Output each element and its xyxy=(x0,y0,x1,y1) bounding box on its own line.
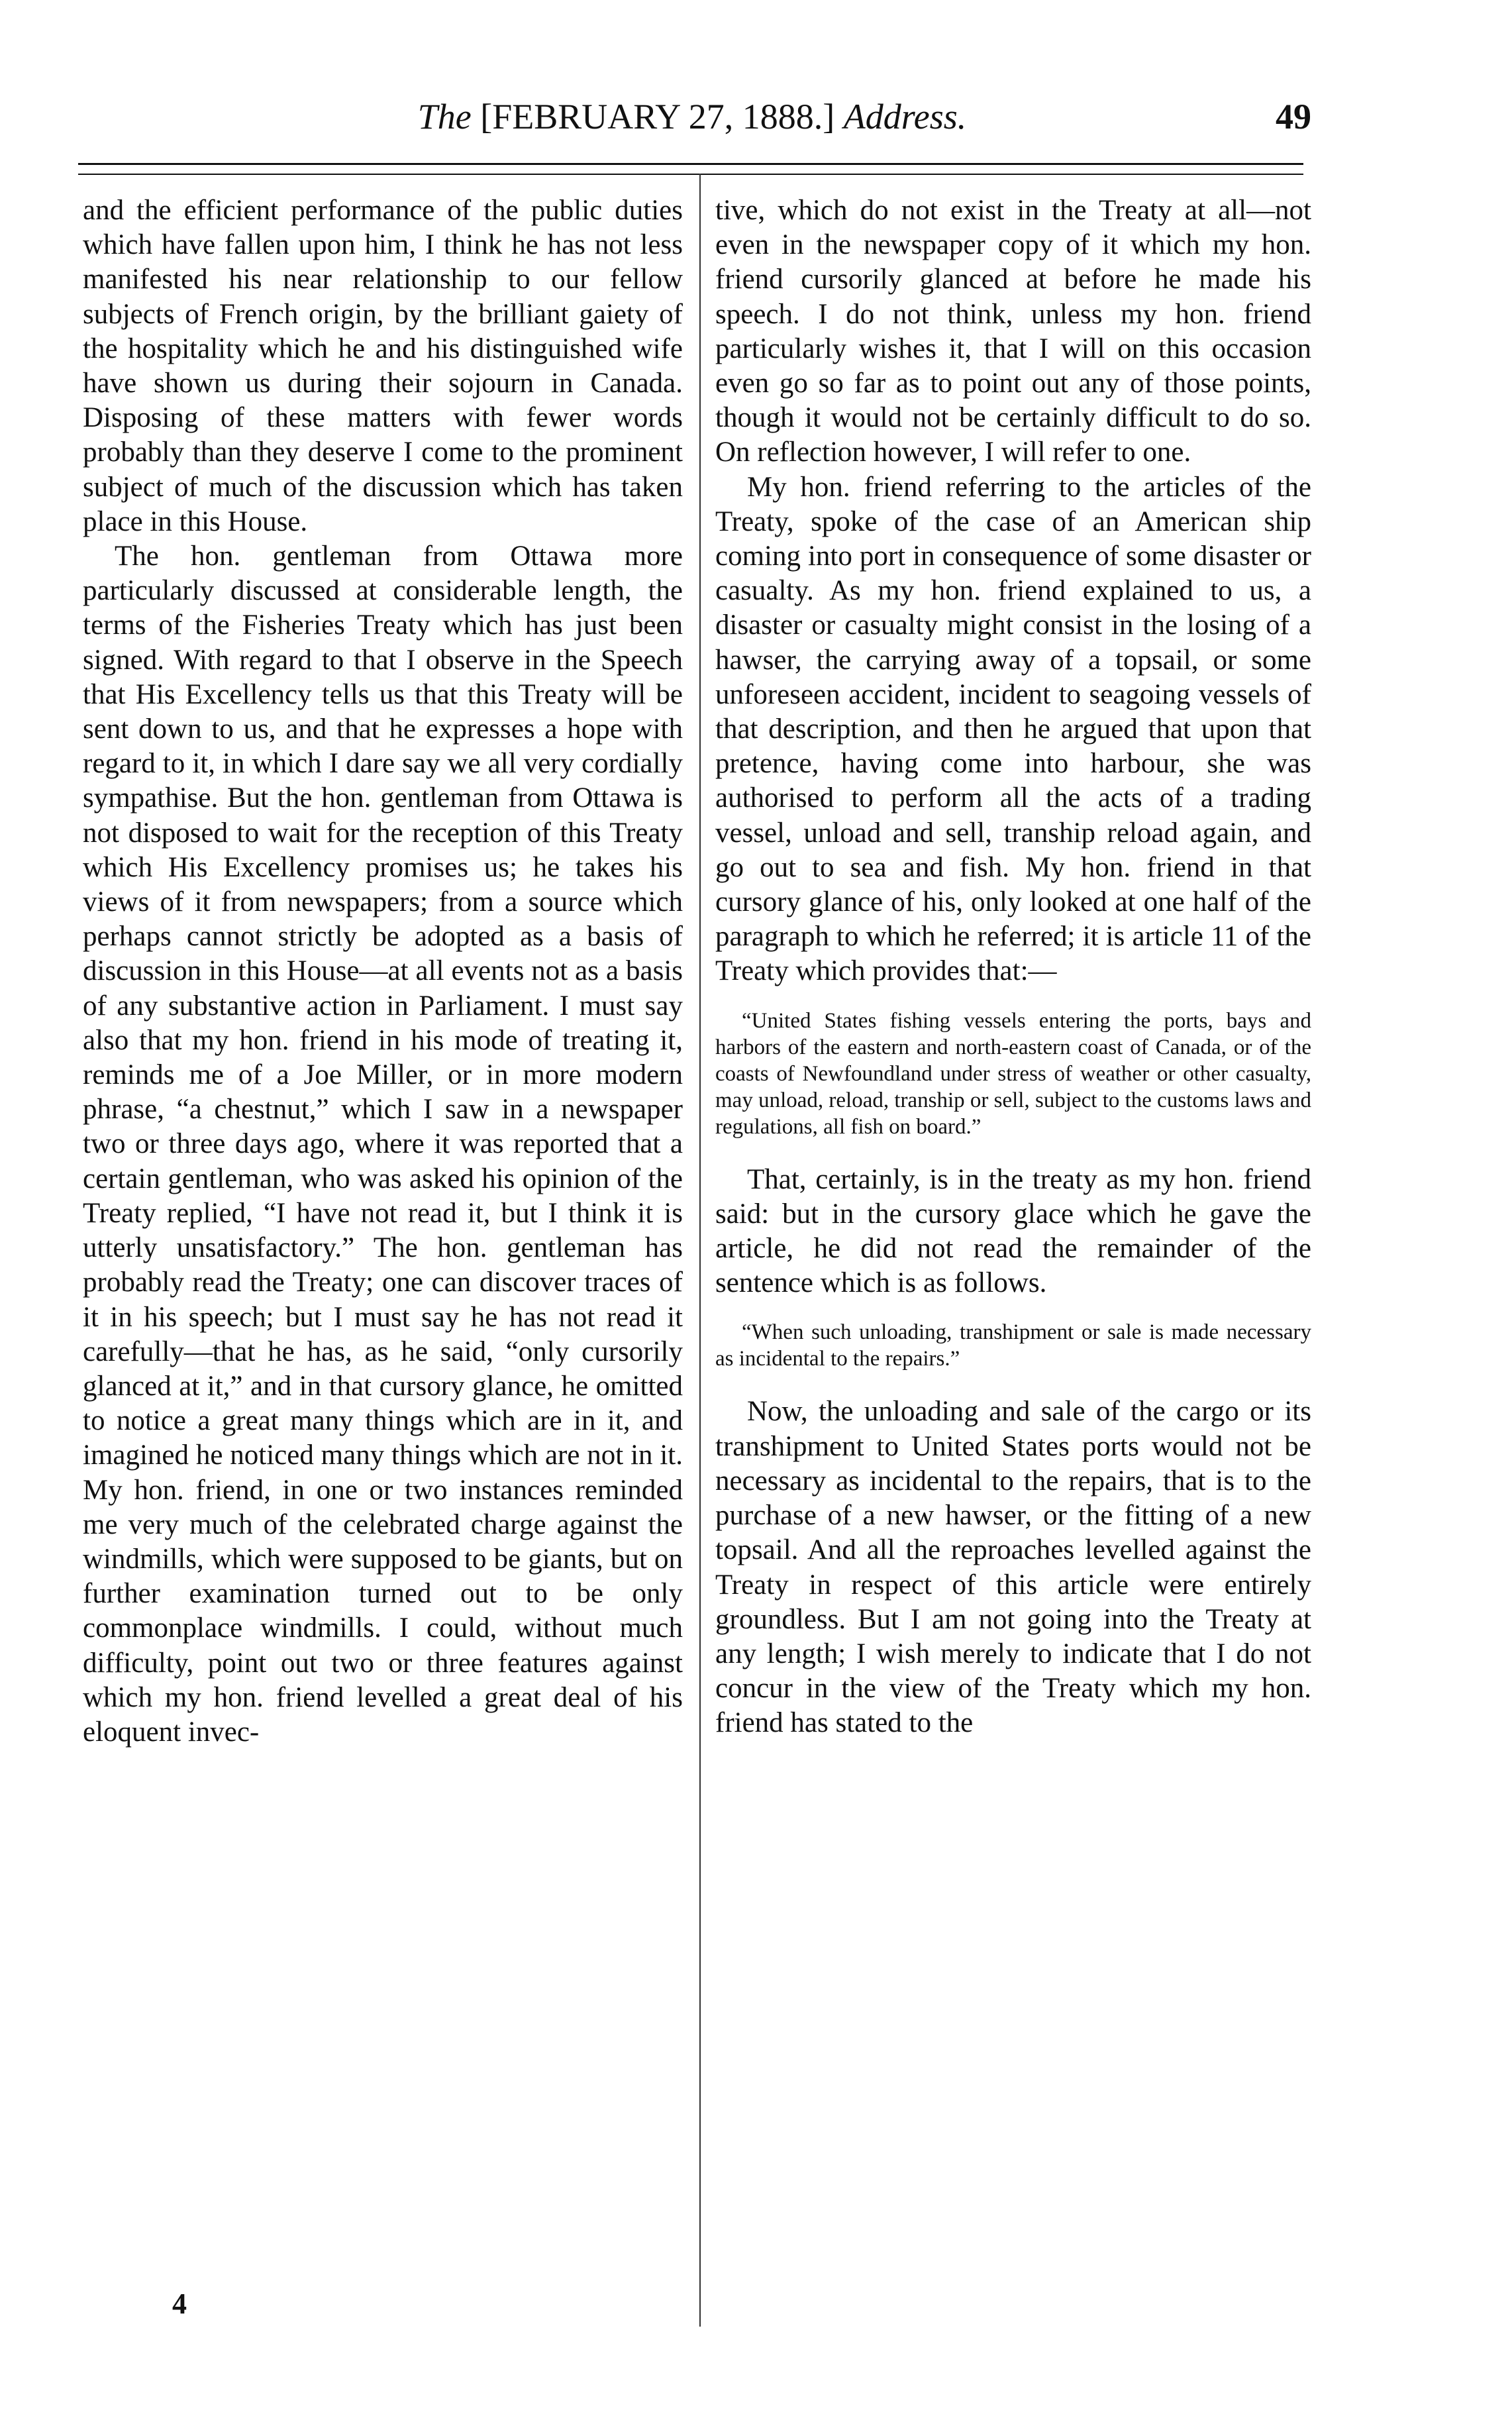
column-divider xyxy=(699,174,701,2327)
block-quote: “When such unloading, transhipment or sale is made necessary as incidental to the repairs.” xyxy=(715,1320,1311,1371)
header-date: [FEBRUARY 27, 1888.] xyxy=(480,97,835,136)
paragraph: My hon. friend referring to the articles of the Treaty, spoke of the case of an American ship coming into port in consequence of some disaster or casualty. As my hon. friend explained to us, a disaster or casualty might consist in the losing of a hawser, the carrying away of a topsail, or some unforeseen accident, incident to seagoing vessels of that description, and then he argued that upon that pretence, having come into harbour, she was authorised to perform all the acts of a trading vessel, unload and sell, tranship reload again, and go out to sea and fish. My hon. friend in that cursory glance of his, only looked at one half of the paragraph to which he referred; it is article 11 of the Treaty which provides that:— xyxy=(715,471,1311,987)
page-number: 49 xyxy=(1276,97,1311,136)
paragraph: tive, which do not exist in the Treaty at all—not even in the newspaper copy of it which my hon. friend cursorily glanced at before he made his speech. I do not think, unless my hon. friend particularly wishes it, that I will on this occasion even go so far as to point out any of those points, though it would not be certainly difficult to do so. On reflection however, I will refer to one. xyxy=(715,195,1311,468)
block-quote: “United States fishing vessels entering the ports, bays and harbors of the eastern and north-eastern coast of Canada, or of the coasts of Newfoundland under stress of weather or other casualty, may unload, reload, tranship or sell, subject to the customs laws and regulations, all fish on board.” xyxy=(715,1008,1311,1139)
left-column xyxy=(83,193,683,1750)
paragraph: The hon. gentleman from Ottawa more particularly discussed at considerable length, the terms of the Fisheries Treaty which has just been signed. With regard to that I observe in the Speech that His Excellency tells us that this Treaty will be sent down to us, and that he expresses a hope with regard to it, in which I dare say we all very cordially sympathise. But the hon. gentleman from Ottawa is not disposed to wait for the reception of this Treaty which His Excellency promises us; he takes his views of it from newspapers; from a source which perhaps cannot strictly be adopted as a basis of discussion in this House—at all events not as a basis of any substantive action in Parliament. I must say also that my hon. friend in his mode of treating it, reminds me of a Joe Miller, or in more modern phrase, “a chestnut,” which I saw in a newspaper two or three days ago, where it was reported that a certain gentleman, who was asked his opinion of the Treaty replied, “I have not read it, but I think it is utterly unsatisfactory.” The hon. gentleman has probably read the Treaty; one can discover traces of it in his speech; but I must say he has not read it carefully—that he has, as he said, “only cursorily glanced at it,” and in that cursory glance, he omitted to notice a great many things which are in it, and imagined he noticed many things which are not in it. My hon. friend, in one or two instances reminded me very much of the celebrated charge against the windmills, which were supposed to be giants, but on further examination turned out to be only commonplace windmills. I could, without much difficulty, point out two or three features against which my hon. friend levelled a great deal of his eloquent invec- xyxy=(83,541,683,1748)
paragraph: and the efficient performance of the public duties which have fallen upon him, I think he has not less manifested his near relationship to our fellow subjects of French origin, by the brilliant gaiety of the hospitality which he and his distinguished wife have shown us during their sojourn in Canada. Disposing of these matters with fewer words probably than they deserve I come to the prominent subject of much of the discussion which has taken place in this House. xyxy=(83,195,683,537)
paragraph: Now, the unloading and sale of the cargo or its transhipment to United States ports would not be necessary as incidental to the repairs, that is to the purchase of a new hawser, or the fitting of a new topsail. And all the reproaches levelled against the Treaty in respect of this article were entirely groundless. But I am not going into the Treaty at any length; I wish merely to indicate that I do not concur in the view of the Treaty which my hon. friend has stated to the xyxy=(715,1396,1311,1739)
running-header xyxy=(73,96,1311,149)
paragraph: That, certainly, is in the treaty as my hon. friend said: but in the cursory glace which he gave the article, he did not read the remainder of the sentence which is as follows. xyxy=(715,1163,1311,1299)
header-title xyxy=(73,96,1311,137)
right-column xyxy=(715,193,1311,1741)
header-italic-right: Address. xyxy=(843,97,967,136)
header-italic-left: The xyxy=(417,97,472,136)
header-rule xyxy=(78,163,1303,165)
signature-number: 4 xyxy=(172,2288,187,2320)
header-rule-secondary xyxy=(78,174,1303,175)
